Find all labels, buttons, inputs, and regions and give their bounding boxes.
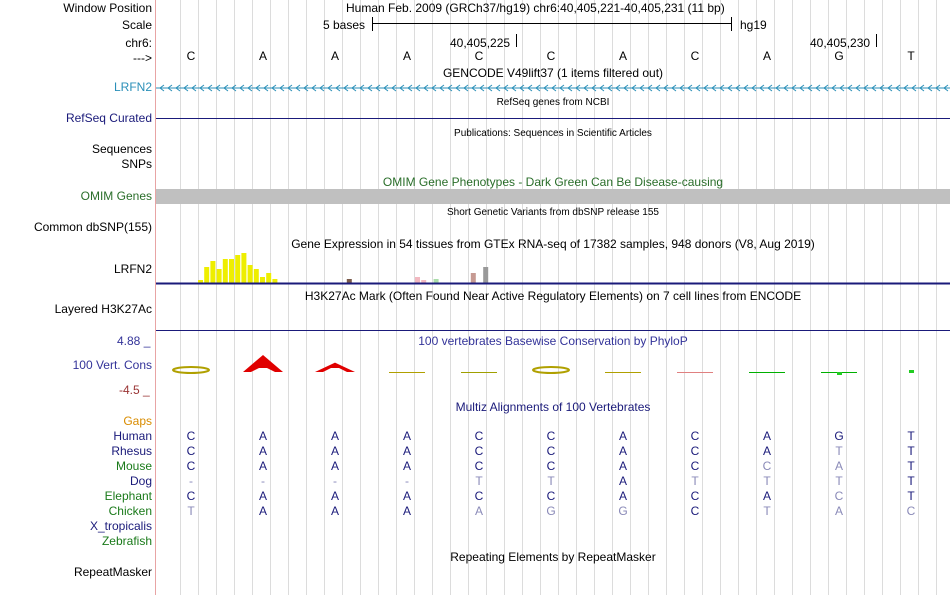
phylop-score-mark [677, 372, 713, 373]
omim-feature-bar[interactable] [156, 189, 950, 204]
position-tick-2 [876, 34, 877, 47]
gencode-track-label[interactable]: LRFN2 [113, 80, 152, 94]
alignment-base: A [330, 504, 339, 518]
alignment-base: C [474, 429, 484, 443]
refseq-track-title[interactable]: RefSeq genes from NCBI [496, 97, 610, 108]
alignment-base: A [618, 459, 627, 473]
alignment-base: A [258, 444, 267, 458]
alignment-base: C [474, 489, 484, 503]
alignment-base: T [907, 474, 915, 488]
scale-db: hg19 [740, 18, 767, 32]
alignment-base: C [762, 459, 772, 473]
alignment-base: A [330, 489, 339, 503]
gtex-tissue-bar [229, 259, 234, 283]
phylop-track-label[interactable]: 100 Vert. Cons [72, 358, 152, 372]
phylop-score-mark [389, 372, 425, 373]
position-label-2: 40,405,230 [810, 36, 871, 50]
gtex-tissue-bar [241, 253, 246, 283]
reference-base: C [546, 49, 556, 63]
reference-base: G [834, 49, 844, 63]
alignment-base: C [474, 459, 484, 473]
alignment-base: C [690, 429, 700, 443]
alignment-base: A [402, 459, 411, 473]
position-tick-1 [516, 34, 517, 47]
alignment-base: C [690, 504, 700, 518]
alignment-base: A [330, 429, 339, 443]
strand-label: ---> [133, 51, 152, 65]
alignment-base: T [907, 444, 915, 458]
alignment-base: C [546, 444, 556, 458]
alignment-base: A [618, 489, 627, 503]
alignment-base: A [762, 489, 771, 503]
multiz-track-title[interactable]: Multiz Alignments of 100 Vertebrates [455, 400, 651, 414]
gtex-tissue-bar [223, 259, 228, 283]
chrom-label: chr6: [125, 36, 152, 50]
species-label-chicken[interactable]: Chicken [108, 504, 152, 518]
repeatmasker-track-title[interactable]: Repeating Elements by RepeatMasker [450, 550, 656, 564]
alignment-base: T [835, 444, 843, 458]
omim-track-title[interactable]: OMIM Gene Phenotypes - Dark Green Can Be Disease-causing [382, 175, 724, 189]
species-label-human[interactable]: Human [113, 429, 152, 443]
alignment-base: A [402, 504, 411, 518]
phylop-score-mark [837, 372, 842, 375]
species-label-rhesus[interactable]: Rhesus [111, 444, 152, 458]
gtex-tissue-bar [217, 269, 222, 283]
alignment-base: T [691, 474, 699, 488]
reference-base: A [330, 49, 339, 63]
alignment-base: T [475, 474, 483, 488]
alignment-base: T [835, 474, 843, 488]
refseq-track-label[interactable]: RefSeq Curated [65, 111, 152, 125]
alignment-base: A [330, 459, 339, 473]
phylop-score-mark [243, 355, 283, 372]
gtex-tissue-bar [254, 269, 259, 283]
refseq-gene-line[interactable] [156, 118, 950, 119]
gtex-track-title[interactable]: Gene Expression in 54 tissues from GTEx RNA-seq of 17382 samples, 948 donors (V8, Aug 2019) [291, 237, 815, 251]
repeatmasker-track-label[interactable]: RepeatMasker [73, 565, 152, 579]
scale-bar [372, 17, 732, 31]
alignment-base: C [834, 489, 844, 503]
gencode-track-title[interactable]: GENCODE V49lift37 (1 items filtered out) [442, 66, 664, 80]
alignment-base: - [405, 474, 409, 488]
alignment-base: A [618, 474, 627, 488]
gtex-expression-bars[interactable] [156, 250, 950, 285]
alignment-base: C [546, 459, 556, 473]
h3k27ac-track-label[interactable]: Layered H3K27Ac [54, 302, 152, 316]
alignment-base: A [762, 444, 771, 458]
phylop-score-mark [605, 372, 641, 373]
alignment-base: C [546, 429, 556, 443]
gtex-tissue-bar [210, 261, 215, 283]
alignment-base: T [907, 489, 915, 503]
alignment-base: A [330, 444, 339, 458]
alignment-base: T [763, 504, 771, 518]
gtex-tissue-bar [235, 255, 240, 283]
phylop-score-mark [749, 372, 785, 373]
h3k27ac-baseline [156, 330, 950, 331]
h3k27ac-track-title[interactable]: H3K27Ac Mark (Often Found Near Active Regulatory Elements) on 7 cell lines from ENCODE [304, 289, 802, 303]
phylop-logo[interactable] [156, 352, 950, 382]
alignment-base: A [834, 459, 843, 473]
phylop-score-mark [533, 367, 569, 373]
scale-text: 5 bases [323, 18, 366, 32]
gtex-tissue-bar [415, 277, 420, 283]
alignment-base: A [402, 429, 411, 443]
phylop-min-label: -4.5 _ [119, 383, 150, 397]
phylop-max-label: 4.88 _ [117, 334, 151, 348]
gtex-tissue-bar [471, 273, 476, 283]
gtex-tissue-bar [248, 265, 253, 283]
alignment-base: T [763, 474, 771, 488]
alignment-base: C [546, 489, 556, 503]
omim-track-label[interactable]: OMIM Genes [80, 189, 152, 203]
alignment-base: A [402, 444, 411, 458]
gtex-tissue-bar [266, 273, 271, 283]
alignment-base: G [546, 504, 556, 518]
alignment-base: A [258, 459, 267, 473]
phylop-score-mark [461, 372, 497, 373]
position-label-1: 40,405,225 [450, 36, 511, 50]
assembly-position-text[interactable]: Human Feb. 2009 (GRCh37/hg19) chr6:40,405,221-40,405,231 (11 bp) [346, 1, 725, 15]
alignment-base: G [618, 504, 628, 518]
snps-label: SNPs [121, 157, 152, 171]
alignment-base: T [907, 429, 915, 443]
gtex-track-label[interactable]: LRFN2 [113, 262, 152, 276]
alignment-base: T [187, 504, 195, 518]
alignment-base: A [258, 504, 267, 518]
gtex-tissue-bar [483, 267, 488, 283]
alignment-base: T [907, 459, 915, 473]
reference-base: A [402, 49, 411, 63]
alignment-base: A [402, 489, 411, 503]
alignment-base: - [333, 474, 337, 488]
species-label-elephant[interactable]: Elephant [104, 489, 152, 503]
scale-label: Scale [121, 18, 152, 32]
phylop-score-mark [909, 370, 914, 373]
alignment-base: A [258, 489, 267, 503]
alignment-base: T [547, 474, 555, 488]
reference-base: A [618, 49, 627, 63]
alignment-base: C [690, 489, 700, 503]
alignment-base: C [690, 444, 700, 458]
dbsnp-track-label[interactable]: Common dbSNP(155) [33, 220, 152, 234]
reference-base: A [762, 49, 771, 63]
window-position-label: Window Position [63, 1, 152, 15]
reference-base: T [907, 49, 915, 63]
alignment-base: A [258, 429, 267, 443]
alignment-base: A [474, 504, 483, 518]
alignment-base: C [906, 504, 916, 518]
species-label-mouse[interactable]: Mouse [115, 459, 152, 473]
alignment-base: C [186, 489, 196, 503]
alignment-base: C [474, 444, 484, 458]
gaps-label: Gaps [123, 414, 152, 428]
alignment-base: C [690, 459, 700, 473]
alignment-base: G [834, 429, 844, 443]
dbsnp-track-title[interactable]: Short Genetic Variants from dbSNP release 155 [447, 207, 659, 218]
gtex-tissue-bar [347, 279, 352, 283]
phylop-score-mark [315, 363, 355, 372]
gtex-tissue-bar [204, 267, 209, 283]
gtex-tissue-bar [260, 277, 265, 283]
alignment-base: A [618, 444, 627, 458]
gencode-gene-lrfn2[interactable] [156, 82, 950, 94]
reference-base: A [258, 49, 267, 63]
alignment-base: - [189, 474, 193, 488]
species-label-zebrafish[interactable]: Zebrafish [101, 534, 152, 548]
gtex-tissue-bar [272, 279, 277, 283]
reference-base: C [690, 49, 700, 63]
species-label-dog[interactable]: Dog [129, 474, 152, 488]
alignment-base: C [186, 429, 196, 443]
alignment-base: C [186, 444, 196, 458]
alignment-base: - [261, 474, 265, 488]
alignment-base: A [762, 429, 771, 443]
alignment-base: A [834, 504, 843, 518]
phylop-track-title[interactable]: 100 vertebrates Basewise Conservation by PhyloP [418, 334, 688, 348]
alignment-base: A [618, 429, 627, 443]
alignment-base: C [186, 459, 196, 473]
publications-track-label[interactable]: Sequences [91, 142, 152, 156]
phylop-score-mark [173, 367, 209, 373]
publications-track-title[interactable]: Publications: Sequences in Scientific Articles [454, 128, 652, 139]
reference-base: C [474, 49, 484, 63]
gtex-tissue-bar [434, 279, 439, 283]
reference-base: C [186, 49, 196, 63]
species-label-x_tropicalis[interactable]: X_tropicalis [89, 519, 152, 533]
